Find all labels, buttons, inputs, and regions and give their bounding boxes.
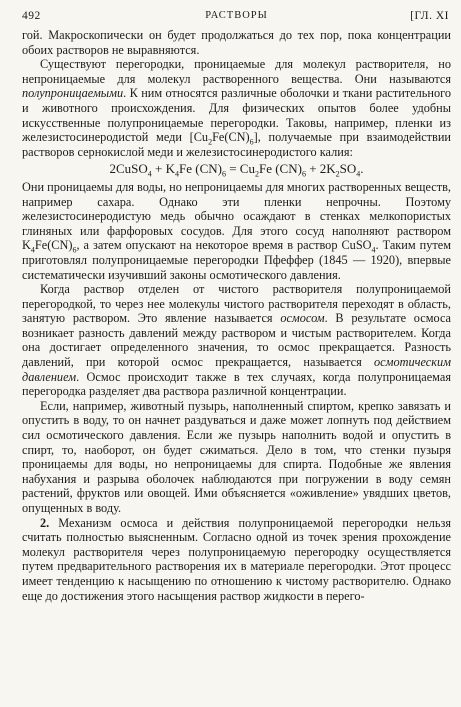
subscript: 4 — [371, 245, 376, 255]
text-run: . В результате осмоса возникает разность давлений между раствором и чистым растворителем. Когда она достигает определенного значения, то осмос прекращается. Разность давлений, при которой осмос прекращается, называется — [22, 311, 452, 370]
paragraph — [22, 57, 451, 159]
text-run: = Cu — [225, 161, 255, 177]
text-run: Когда раствор отделен от чистого растворителя полупроницаемой перегородкой, то через нее молекулы чистого растворителя переходят в область, занятую раствором. Это явление называется — [22, 282, 451, 326]
term: осмосом — [280, 311, 325, 326]
subscript: 4 — [356, 169, 361, 179]
term: полупроницаемыми — [22, 86, 124, 101]
paragraph — [22, 282, 451, 399]
text-run: гой. Макроскопически он будет продолжаться до тех пор, пока концентрации обоих растворов не выравняются. — [22, 28, 451, 57]
subscript: 6 — [301, 169, 306, 179]
body-text — [22, 28, 451, 603]
text-run: Fe(CN) — [212, 130, 250, 145]
text-run: . К ним относятся различные оболочки и ткани растительного и животного происхождения. Для физических опытов более удобны искусственные полупроницаемые перегородки. Таковы, например, пленки из железистосинеродистой меди [Cu — [22, 86, 451, 145]
text-run: Fe (CN) — [258, 161, 302, 177]
subscript: 2 — [335, 169, 340, 179]
chapter-label: [ГЛ. XI — [410, 10, 449, 22]
text-run: Fe(CN) — [34, 238, 73, 253]
subscript: 6 — [72, 245, 77, 255]
paragraph — [22, 516, 451, 604]
subscript: 6 — [249, 137, 254, 147]
term: осмотическим давлением — [22, 355, 451, 384]
text-run: 2. — [40, 515, 50, 530]
text-run: , а затем опускают на некоторое время в раствор CuSO — [76, 238, 372, 253]
chemical-equation — [22, 162, 451, 177]
subscript: 6 — [221, 169, 226, 179]
text-run: Fe (CN) — [178, 161, 222, 177]
text-run: . Осмос происходит также в тех случаях, когда полупроницаемая перегородка разделяет два раствора различной концентрации. — [22, 369, 451, 399]
text-run: Если, например, животный пузырь, наполненный спиртом, крепко завязать и опустить в воду, то он начнет раздуваться и даже может лопнуть под действием сил осмотического давления. Если же пузырь наполнить водой и опустить в спирт, то, наоборот, он будет сжиматься. Дело в том, что стенки пузыря проницаемы для воды, но непроницаемы для спирта. Подобные же явления набухания и разрыва оболочек наблюдаются при погружении в воду семян растений, фруктов или овощей. Ими объясняется «оживление» увядших цветов, опущенных в воду. — [22, 398, 451, 515]
text-run: . — [360, 161, 364, 177]
text-run: SO — [339, 161, 357, 177]
subscript: 4 — [174, 169, 179, 179]
page-header — [22, 8, 451, 28]
text-run: Механизм осмоса и действия полупроницаемой перегородки нельзя считать полностью выясненным. Согласно одной из точек зрения прохождение молекул растворителя через полупроницаемую перегородку осуществляется путем предварительного растворения их в материале перегородки. Этот процесс имеет тенденцию к насыщению по отношению к чистому растворителю. Однако еще до достижения этого насыщения раствор жидкости в перего- — [22, 515, 451, 603]
text-run: 2CuSO — [109, 161, 148, 177]
text-run: + K — [151, 161, 175, 177]
subscript: 4 — [30, 245, 35, 255]
paragraph — [22, 180, 451, 282]
page-number: 492 — [22, 10, 41, 22]
running-title: РАСТВОРЫ — [205, 10, 268, 21]
text-run: . Таким путем приготовлял полупроницаемые перегородки Пфеффер (1845 — 1920), впервые систематически изучивший законы осмотического давления. — [22, 238, 451, 282]
text-run: Существуют перегородки, проницаемые для молекул растворителя, но непроницаемые для молекул растворенного вещества. Они называются — [22, 57, 451, 86]
text-run: ], получаемые при взаимодействии растворов сернокислой меди и железистосинеродистого калия: — [22, 130, 451, 159]
text-run: Они проницаемы для воды, но непроницаемы для многих растворенных веществ, например сахара. Однако эти пленки непрочны. Поэтому железистосинеродистую медь обычно осаждают в стенках мелкопористых глиняных или фарфоровых сосудов. Для этого сосуд наполняют раствором K — [22, 179, 451, 253]
paragraph — [22, 399, 451, 516]
paragraph — [22, 28, 451, 57]
text-run: + 2K — [305, 161, 336, 177]
subscript: 4 — [147, 169, 152, 179]
subscript: 2 — [208, 137, 213, 147]
subscript: 2 — [254, 169, 259, 179]
